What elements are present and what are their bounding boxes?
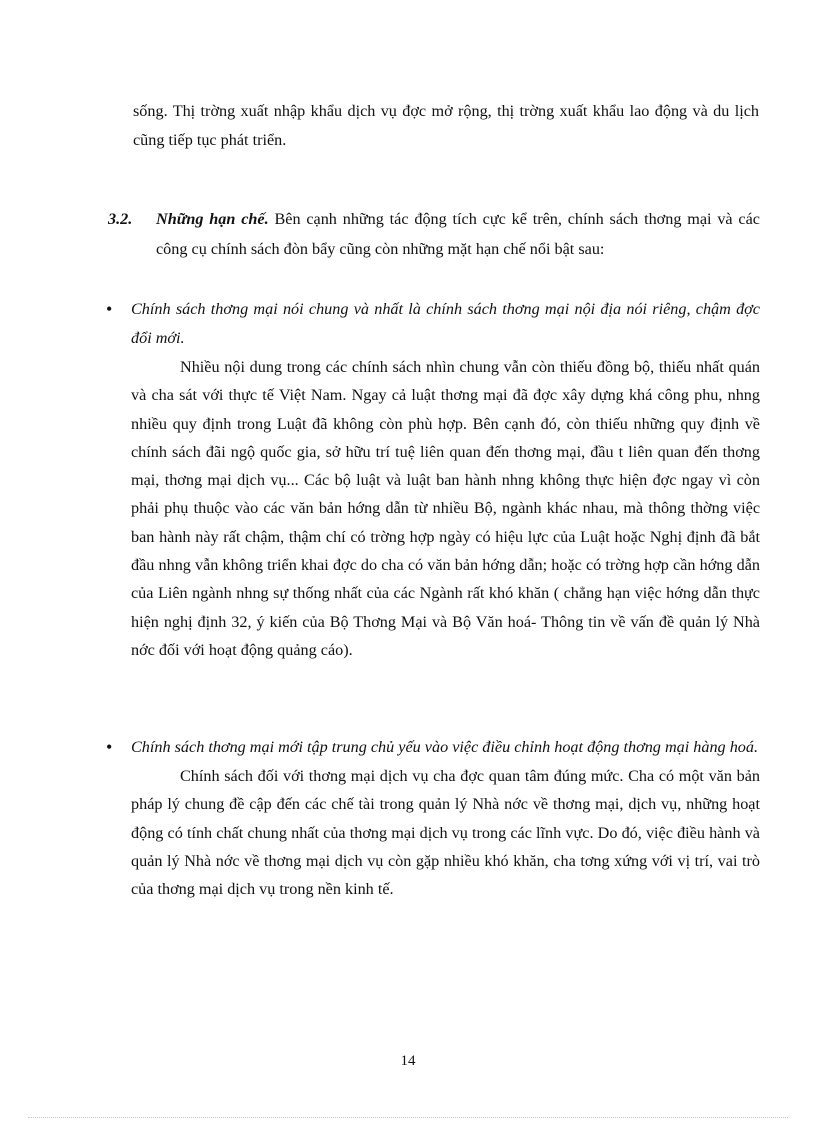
section-title: Những hạn chế.	[156, 210, 269, 228]
bullet-heading: Chính sách thơng mại nói chung và nhất là chính sách thơng mại nội địa nói riêng, chậm đợc đổi mới.	[131, 300, 760, 347]
page-bottom-divider	[28, 1117, 788, 1118]
bullet-body-paragraph: Chính sách đối với thơng mại dịch vụ cha đợc quan tâm đúng mức. Cha có một văn bản pháp lý chung đề cập đến các chế tài trong quản lý Nhà nớc về thơng mại, dịch vụ, những hoạt động có tính chất chung nhất của thơng mại dịch vụ trong các lĩnh vực. Do đó, việc điều hành và quản lý Nhà nớc về thơng mại dịch vụ còn gặp nhiều khó khăn, cha tơng xứng với vị trí, vai trò của thơng mại dịch vụ trong nền kinh tế.	[131, 767, 760, 899]
bullet-item	[106, 733, 760, 903]
intro-paragraph: sống. Thị trờng xuất nhập khẩu dịch vụ đợc mở rộng, thị trờng xuất khẩu lao động và du lịch cũng tiếp tục phát triển.	[133, 102, 759, 149]
page-number: 14	[400, 1053, 416, 1069]
section-text: Bên cạnh những tác động tích cực kể trên, chính sách thơng mại và các công cụ chính sách đòn bẩy cũng còn những mặt hạn chế nổi bật sau:	[156, 210, 760, 258]
section-number: 3.2.	[108, 210, 133, 228]
bullet-icon: •	[106, 737, 113, 757]
bullet-heading: Chính sách thơng mại mới tập trung chủ yếu vào việc điều chỉnh hoạt động thơng mại hàng hoá.	[131, 738, 759, 756]
bullet-item	[106, 295, 760, 664]
section-paragraph	[156, 204, 760, 264]
bullet-icon: •	[106, 299, 113, 319]
section-heading	[108, 204, 760, 264]
bullet-body-paragraph: Nhiều nội dung trong các chính sách nhìn chung vẫn còn thiếu đồng bộ, thiếu nhất quán và cha sát với thực tế Việt Nam. Ngay cả luật thơng mại đã đợc xây dựng khá công phu, nhng nhiều quy định trong Luật đã không còn phù hợp. Bên cạnh đó, còn thiếu những quy định về chính sách đãi ngộ quốc gia, sở hữu trí tuệ liên quan đến thơng mại, đầu t liên quan đến thơng mại, thơng mại dịch vụ... Các bộ luật và luật ban hành nhng không thực hiện đợc ngay vì còn phải phụ thuộc vào các văn bản hớng dẫn từ nhiều Bộ, ngành khác nhau, mà thông thờng việc ban hành này rất chậm, thậm chí có trờng hợp ngày có hiệu lực của Luật hoặc Nghị định đã bắt đầu nhng vẫn không triển khai đợc do cha có văn bản hớng dẫn; hoặc có trờng hợp cần hớng dẫn của Liên ngành nhng sự thống nhất của các Ngành rất khó khăn ( chẳng hạn việc hớng dẫn thực hiện nghị định 32, ý kiến của Bộ Thơng Mại và Bộ Văn hoá- Thông tin về vấn đề quản lý Nhà nớc đối với hoạt động quảng cáo).	[131, 358, 760, 659]
